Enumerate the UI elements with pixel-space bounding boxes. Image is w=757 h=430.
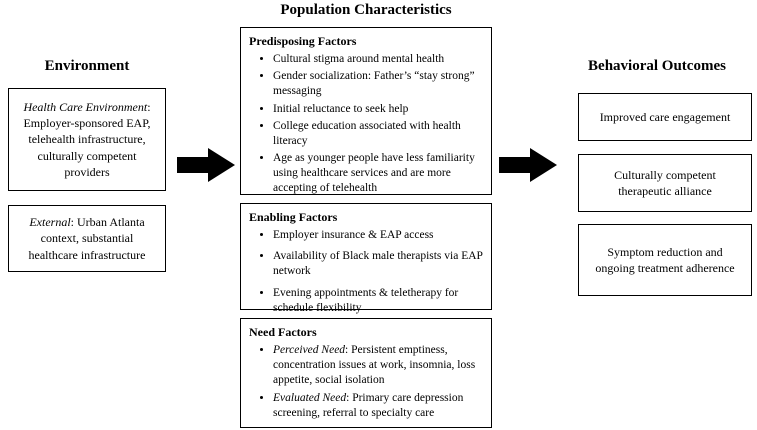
outcomes-heading: Behavioral Outcomes — [588, 58, 726, 74]
arrow-right-icon — [177, 146, 237, 184]
outcome-text: Improved care engagement — [599, 109, 731, 124]
perceived-need-label: Perceived Need — [273, 344, 346, 356]
need-box — [240, 318, 492, 428]
outcome-box-engagement — [578, 93, 752, 141]
predisposing-box — [240, 27, 492, 195]
environment-box-healthcare — [8, 88, 166, 191]
bullet-item: • Gender socialization: Father’s “stay strong” messaging — [273, 69, 483, 99]
enabling-box — [240, 203, 492, 314]
enabling-list — [249, 228, 483, 316]
bullet-item: • Age as younger people have less familiarity using healthcare services and are more accepting of telehealth — [273, 151, 483, 197]
diagram-title: Population Characteristics — [280, 2, 452, 18]
environment-box-external — [8, 205, 166, 272]
outcome-box-symptom — [578, 224, 752, 296]
environment-box-external-text — [19, 214, 155, 263]
bullet-item: • Evening appointments & teletherapy for schedule flexibility — [273, 286, 483, 316]
bullet-item: • Availability of Black male therapists via EAP network — [273, 249, 483, 279]
bullet-item — [273, 391, 483, 421]
external-text: : Urban Atlanta context, substantial healthcare infrastructure — [28, 215, 146, 262]
outcome-text: Symptom reduction and ongoing treatment adherence — [595, 244, 735, 275]
external-label: External — [29, 215, 71, 230]
evaluated-need-label: Evaluated Need — [273, 391, 347, 404]
predisposing-list — [249, 52, 483, 197]
predisposing-heading: Predisposing Factors — [249, 34, 357, 48]
bullet-item — [273, 343, 483, 389]
perceived-need-text: : Persistent emptiness, concentration issues at work, insomnia, loss appetite, social isolation — [273, 344, 476, 387]
environment-box-healthcare-text — [19, 99, 155, 180]
outcome-box-alliance — [578, 154, 752, 212]
bullet-item: • Cultural stigma around mental health — [273, 52, 483, 67]
environment-heading: Environment — [44, 58, 130, 74]
enabling-heading: Enabling Factors — [249, 210, 338, 224]
evaluated-need-text: : Primary care depression screening, referral to specialty care — [273, 391, 464, 419]
outcome-text: Culturally competent therapeutic alliance — [614, 167, 716, 198]
arrow-right-icon — [499, 146, 559, 184]
bullet-item: • Initial reluctance to seek help — [273, 102, 483, 117]
need-list — [249, 343, 483, 421]
bullet-item: • Employer insurance & EAP access — [273, 228, 483, 243]
need-heading: Need Factors — [249, 325, 317, 339]
healthcare-label: Health Care Environment — [23, 100, 148, 115]
healthcare-text: : Employer-sponsored EAP, telehealth infrastructure, culturally competent providers — [23, 100, 151, 179]
bullet-item: • College education associated with health literacy — [273, 119, 483, 149]
